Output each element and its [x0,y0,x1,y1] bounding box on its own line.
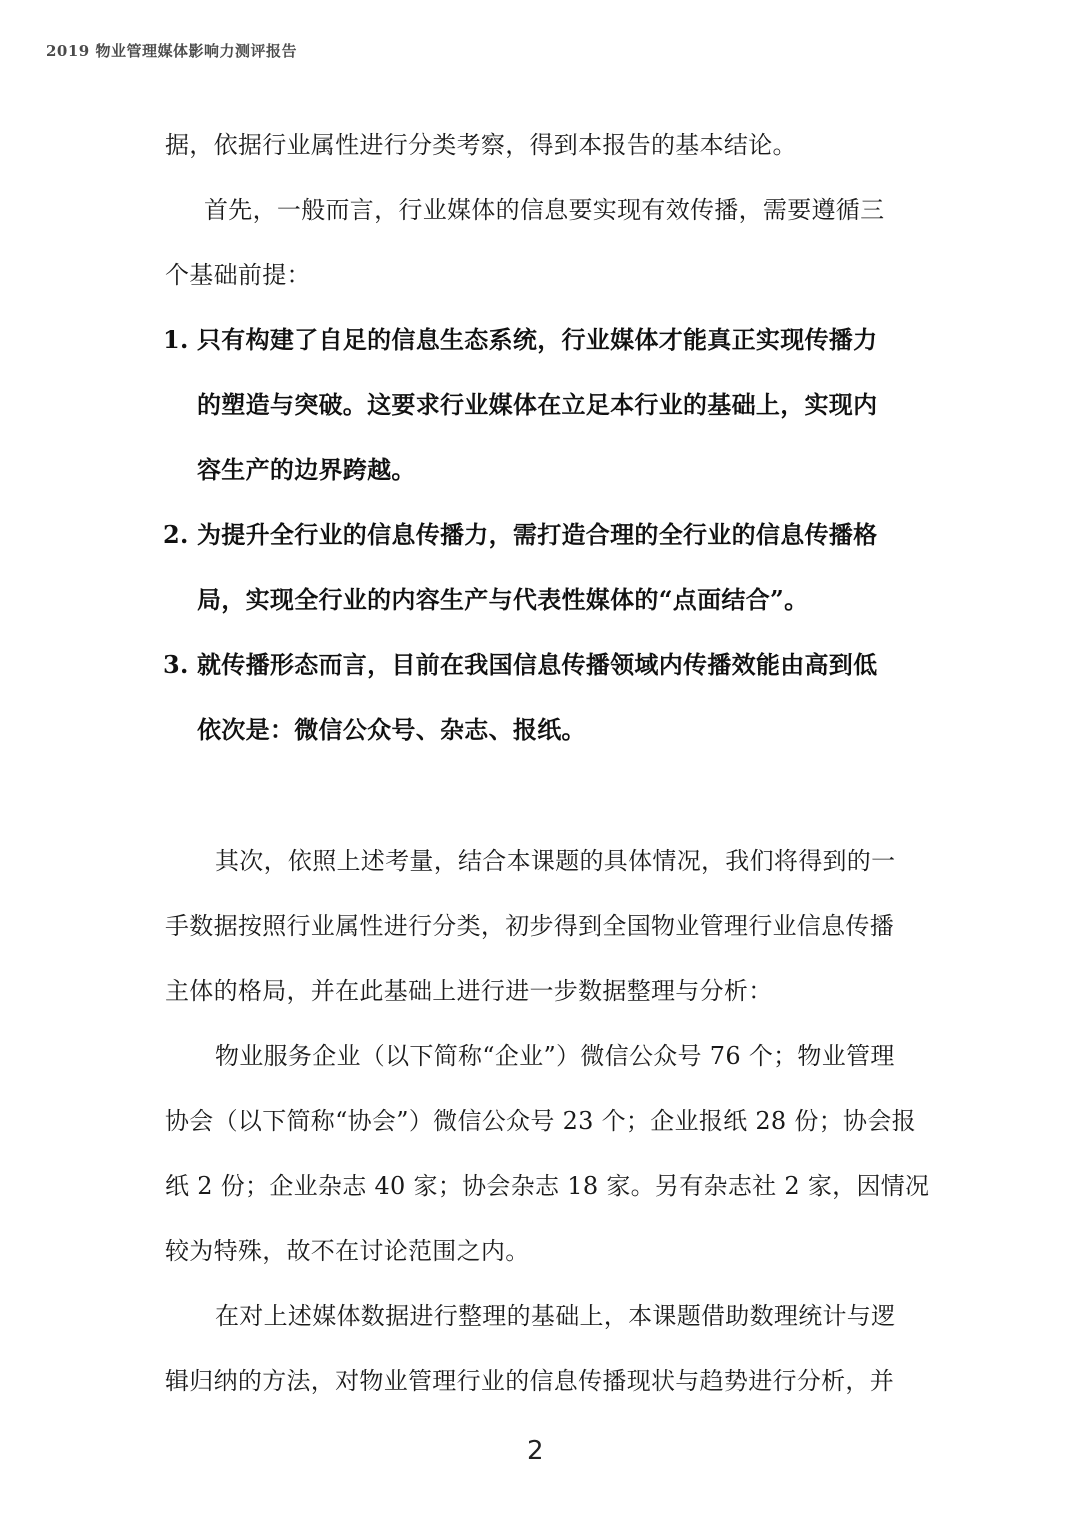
list-item-1-number: 1. [163,325,189,354]
paragraph-4-line-3: 纸 2 份；企业杂志 40 家；协会杂志 18 家。另有杂志社 2 家，因情况 [165,1172,930,1200]
paragraph-3-line-3: 主体的格局，并在此基础上进行进一步数据整理与分析： [165,977,773,1005]
list-item-3-line-2: 依次是：微信公众号、杂志、报纸。 [197,715,586,744]
list-item-1-line-3: 容生产的边界跨越。 [197,455,416,484]
list-item-3-text-1: 就传播形态而言，目前在我国信息传播领域内传播效能由高到低 [197,650,878,679]
list-item-1-line-1 [163,325,877,355]
list-item-2-line-1 [163,520,877,550]
list-item-1-line-2: 的塑造与突破。这要求行业媒体在立足本行业的基础上，实现内 [197,390,878,419]
paragraph-4-line-4: 较为特殊，故不在讨论范围之内。 [165,1237,530,1265]
paragraph-2-line-2: 个基础前提： [165,261,311,289]
paragraph-3-line-1: 其次，依照上述考量，结合本课题的具体情况，我们将得到的一 [215,847,896,875]
paragraph-4-line-2: 协会（以下简称“协会”）微信公众号 23 个；企业报纸 28 份；协会报 [165,1107,916,1135]
page-number: 2 [527,1436,544,1466]
paragraph-1-line-1: 据，依据行业属性进行分类考察，得到本报告的基本结论。 [165,131,797,159]
paragraph-2-line-1: 首先，一般而言，行业媒体的信息要实现有效传播，需要遵循三 [204,196,885,224]
list-item-2-line-2: 局，实现全行业的内容生产与代表性媒体的“点面结合”。 [197,585,809,614]
running-header: 2019 物业管理媒体影响力测评报告 [46,42,297,60]
paragraph-5-line-2: 辑归纳的方法，对物业管理行业的信息传播现状与趋势进行分析，并 [165,1367,894,1395]
paragraph-5-line-1: 在对上述媒体数据进行整理的基础上，本课题借助数理统计与逻 [215,1302,896,1330]
list-item-1-text-1: 只有构建了自足的信息生态系统，行业媒体才能真正实现传播力 [197,325,878,354]
list-item-3-line-1 [163,650,877,680]
list-item-2-text-1: 为提升全行业的信息传播力，需打造合理的全行业的信息传播格 [197,520,878,549]
list-item-2-number: 2. [163,520,189,549]
paragraph-3-line-2: 手数据按照行业属性进行分类，初步得到全国物业管理行业信息传播 [165,912,894,940]
list-item-3-number: 3. [163,650,189,679]
paragraph-4-line-1: 物业服务企业（以下简称“企业”）微信公众号 76 个；物业管理 [215,1042,895,1070]
